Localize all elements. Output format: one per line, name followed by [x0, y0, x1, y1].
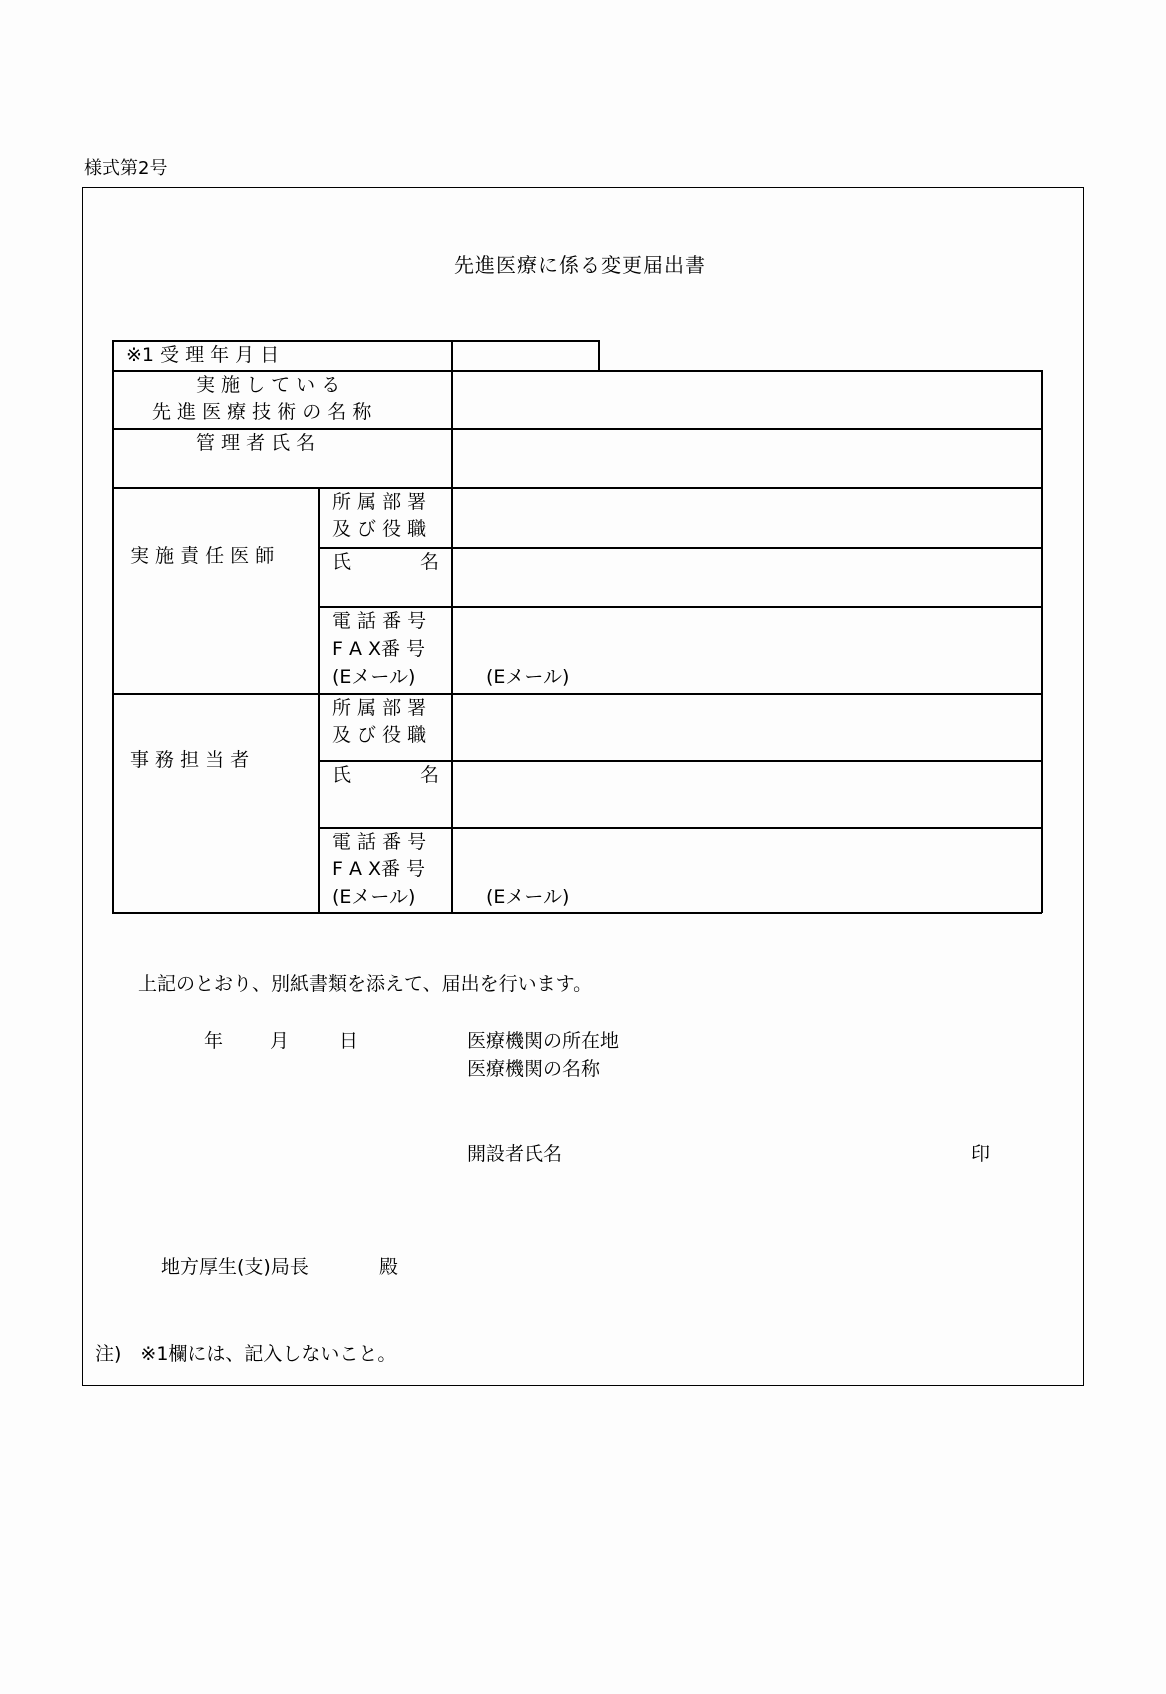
honorific: 殿: [379, 1256, 399, 1278]
form-number: 様式第2号: [84, 158, 168, 179]
seal-mark: 印: [971, 1143, 991, 1165]
physician-phone-label: 電 話 番 号: [332, 610, 427, 632]
physician-email-label: (Eメール): [332, 666, 416, 688]
physician-email-value-label: (Eメール): [486, 666, 570, 688]
clerk-email-value-label: (Eメール): [486, 886, 570, 908]
manager-name-label: 管 理 者 氏 名: [196, 432, 316, 454]
institution-name-label: 医療機関の名称: [467, 1058, 601, 1080]
technology-name-label-line2: 先 進 医 療 技 術 の 名 称: [152, 401, 372, 423]
clerk-dept-label-line2: 及 び 役 職: [332, 724, 427, 746]
clerk-label: 事 務 担 当 者: [130, 749, 250, 771]
submission-statement: 上記のとおり、別紙書類を添えて、届出を行います。: [138, 973, 593, 995]
clerk-contact-field[interactable]: [453, 829, 1040, 911]
clerk-name-label-left: 氏: [332, 764, 352, 786]
receipt-date-field[interactable]: [453, 342, 597, 369]
technology-name-label-line1: 実 施 し て い る: [196, 374, 341, 396]
date-month-label: 月: [270, 1030, 290, 1052]
technology-name-field[interactable]: [453, 372, 1040, 427]
note: 注) ※1欄には、記入しないこと。: [95, 1343, 397, 1365]
physician-name-label-left: 氏: [332, 551, 352, 573]
physician-dept-label-line1: 所 属 部 署: [332, 491, 427, 513]
responsible-physician-label: 実 施 責 任 医 師: [130, 545, 275, 567]
date-year-label: 年: [204, 1030, 224, 1052]
addressee: 地方厚生(支)局長: [161, 1256, 309, 1278]
clerk-dept-label-line1: 所 属 部 署: [332, 697, 427, 719]
clerk-email-label: (Eメール): [332, 886, 416, 908]
physician-name-label-right: 名: [420, 551, 440, 573]
founder-name-label: 開設者氏名: [467, 1143, 563, 1165]
physician-name-field[interactable]: [453, 549, 1040, 605]
clerk-name-field[interactable]: [453, 762, 1040, 826]
physician-dept-label-line2: 及 び 役 職: [332, 518, 427, 540]
physician-fax-label: F A X番 号: [332, 638, 426, 660]
receipt-date-label: ※1 受 理 年 月 日: [126, 344, 280, 366]
physician-dept-field[interactable]: [453, 489, 1040, 546]
physician-contact-field[interactable]: [453, 608, 1040, 692]
clerk-name-label-right: 名: [420, 764, 440, 786]
institution-address-label: 医療機関の所在地: [467, 1030, 620, 1052]
clerk-dept-field[interactable]: [453, 695, 1040, 759]
manager-name-field[interactable]: [453, 430, 1040, 486]
date-day-label: 日: [339, 1030, 359, 1052]
document-title: 先進医療に係る変更届出書: [454, 253, 706, 277]
clerk-phone-label: 電 話 番 号: [332, 831, 427, 853]
clerk-fax-label: F A X番 号: [332, 858, 426, 880]
